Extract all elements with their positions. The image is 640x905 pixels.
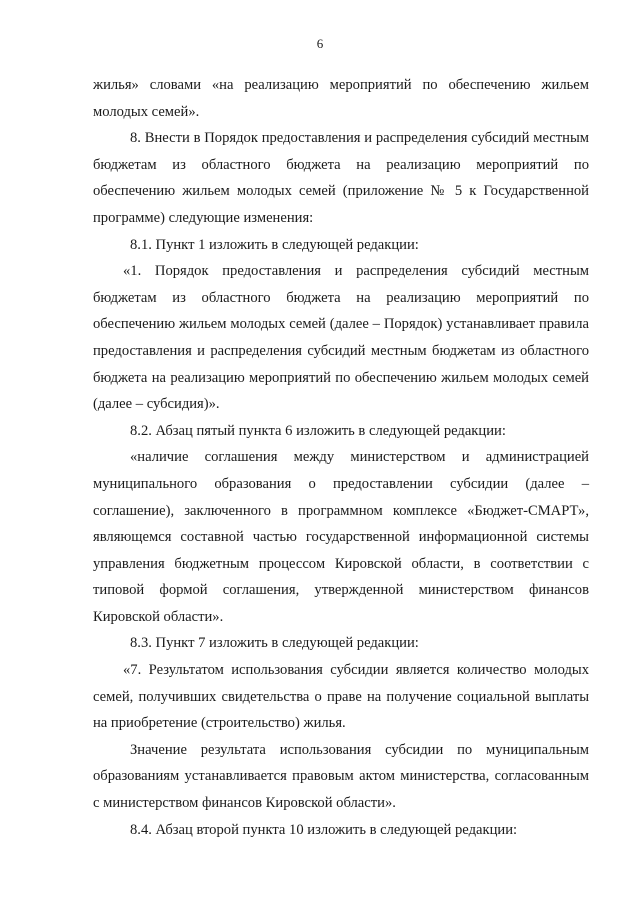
paragraph-continuation: жилья» словами «на реализацию мероприятий по обеспечению жильем молодых семей».: [93, 77, 589, 120]
paragraph-quote-point-7: «7. Результатом использования субсидии является количество молодых семей, получивших свидетельства о праве на получение социальной выплаты на приобретение (строительство) жилья.: [93, 662, 589, 732]
paragraph-quote-point-1: «1. Порядок предоставления и распределения субсидий местным бюджетам из областного бюджета на реализацию мероприятий по обеспечению жильем молодых семей (далее – Порядок) устанавливает правила предоставления и распределения субсидий местным бюджетам из областного бюджета на реализацию мероприятий по обеспечению жильем молодых семей (далее – субсидия)».: [93, 263, 589, 413]
paragraph-item-8-4: 8.4. Абзац второй пункта 10 изложить в следующей редакции:: [130, 821, 518, 838]
paragraph-quote-agreement: «наличие соглашения между министерством и администрацией муниципального образования о предоставлении субсидии (далее – соглашение), заключенного в программном комплексе «Бюджет-СМАРТ», являющемся составной частью государственной информационной системы управления бюджетным процессом Кировской области, в соответствии с типовой формой соглашения, утвержденной министерством финансов Кировской области».: [93, 449, 589, 625]
page-number: 6: [316, 36, 324, 51]
paragraph-item-8-2: 8.2. Абзац пятый пункта 6 изложить в следующей редакции:: [130, 422, 506, 439]
document-body: [93, 72, 589, 843]
paragraph-item-8: 8. Внести в Порядок предоставления и распределения субсидий местным бюджетам из областного бюджета на реализацию мероприятий по обеспечению жильем молодых семей (приложение № 5 к Государственной программе) следующие изменения:: [93, 130, 589, 226]
paragraph-result-value: Значение результата использования субсидии по муниципальным образованиям устанавливается правовым актом министерства, согласованным с министерством финансов Кировской области».: [93, 741, 589, 812]
paragraph-item-8-3: 8.3. Пункт 7 изложить в следующей редакции:: [130, 635, 419, 652]
paragraph-item-8-1: 8.1. Пункт 1 изложить в следующей редакции:: [130, 236, 419, 253]
